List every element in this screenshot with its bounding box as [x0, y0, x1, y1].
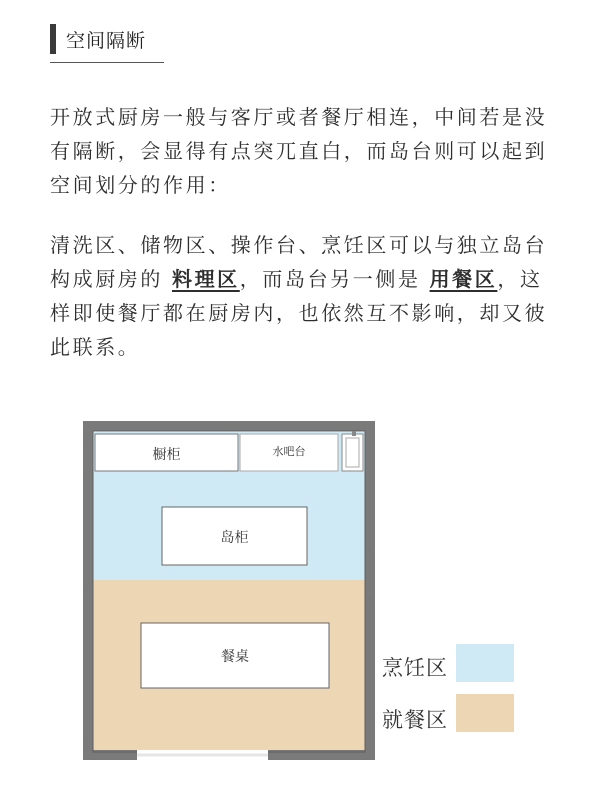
water-bar-label: 水吧台	[272, 445, 306, 458]
fridge-handle	[352, 431, 356, 436]
cabinet-label: 橱柜	[152, 447, 181, 463]
intro-paragraph: 开放式厨房一般与客厅或者餐厅相连，中间若是没有隔断，会显得有点突兀直白，而岛台则可以起到空间划分的作用：	[50, 105, 548, 197]
zones-text-before: 清洗区、储物区、操作台、烹饪区可以与独立岛台构成厨房的	[50, 233, 548, 291]
legend-cooking-label: 烹饪区	[382, 656, 448, 680]
legend-dining-label: 就餐区	[382, 708, 448, 732]
dining-table-label: 餐桌	[221, 649, 249, 665]
legend-dining-swatch	[456, 694, 514, 732]
zones-text-after: ，这样即使餐厅都在厨房内，也依然互不影响，却又彼此联系。	[50, 267, 548, 359]
highlight-dining-zone: 用餐区	[429, 267, 498, 291]
zones-text-middle: ，而岛台另一侧是	[239, 267, 421, 291]
section-title: 空间隔断	[66, 29, 147, 52]
highlight-prep-zone: 料理区	[171, 267, 240, 291]
legend-cooking-swatch	[456, 644, 514, 682]
fridge-block	[342, 434, 363, 471]
island-cabinet-label: 岛柜	[220, 530, 249, 546]
